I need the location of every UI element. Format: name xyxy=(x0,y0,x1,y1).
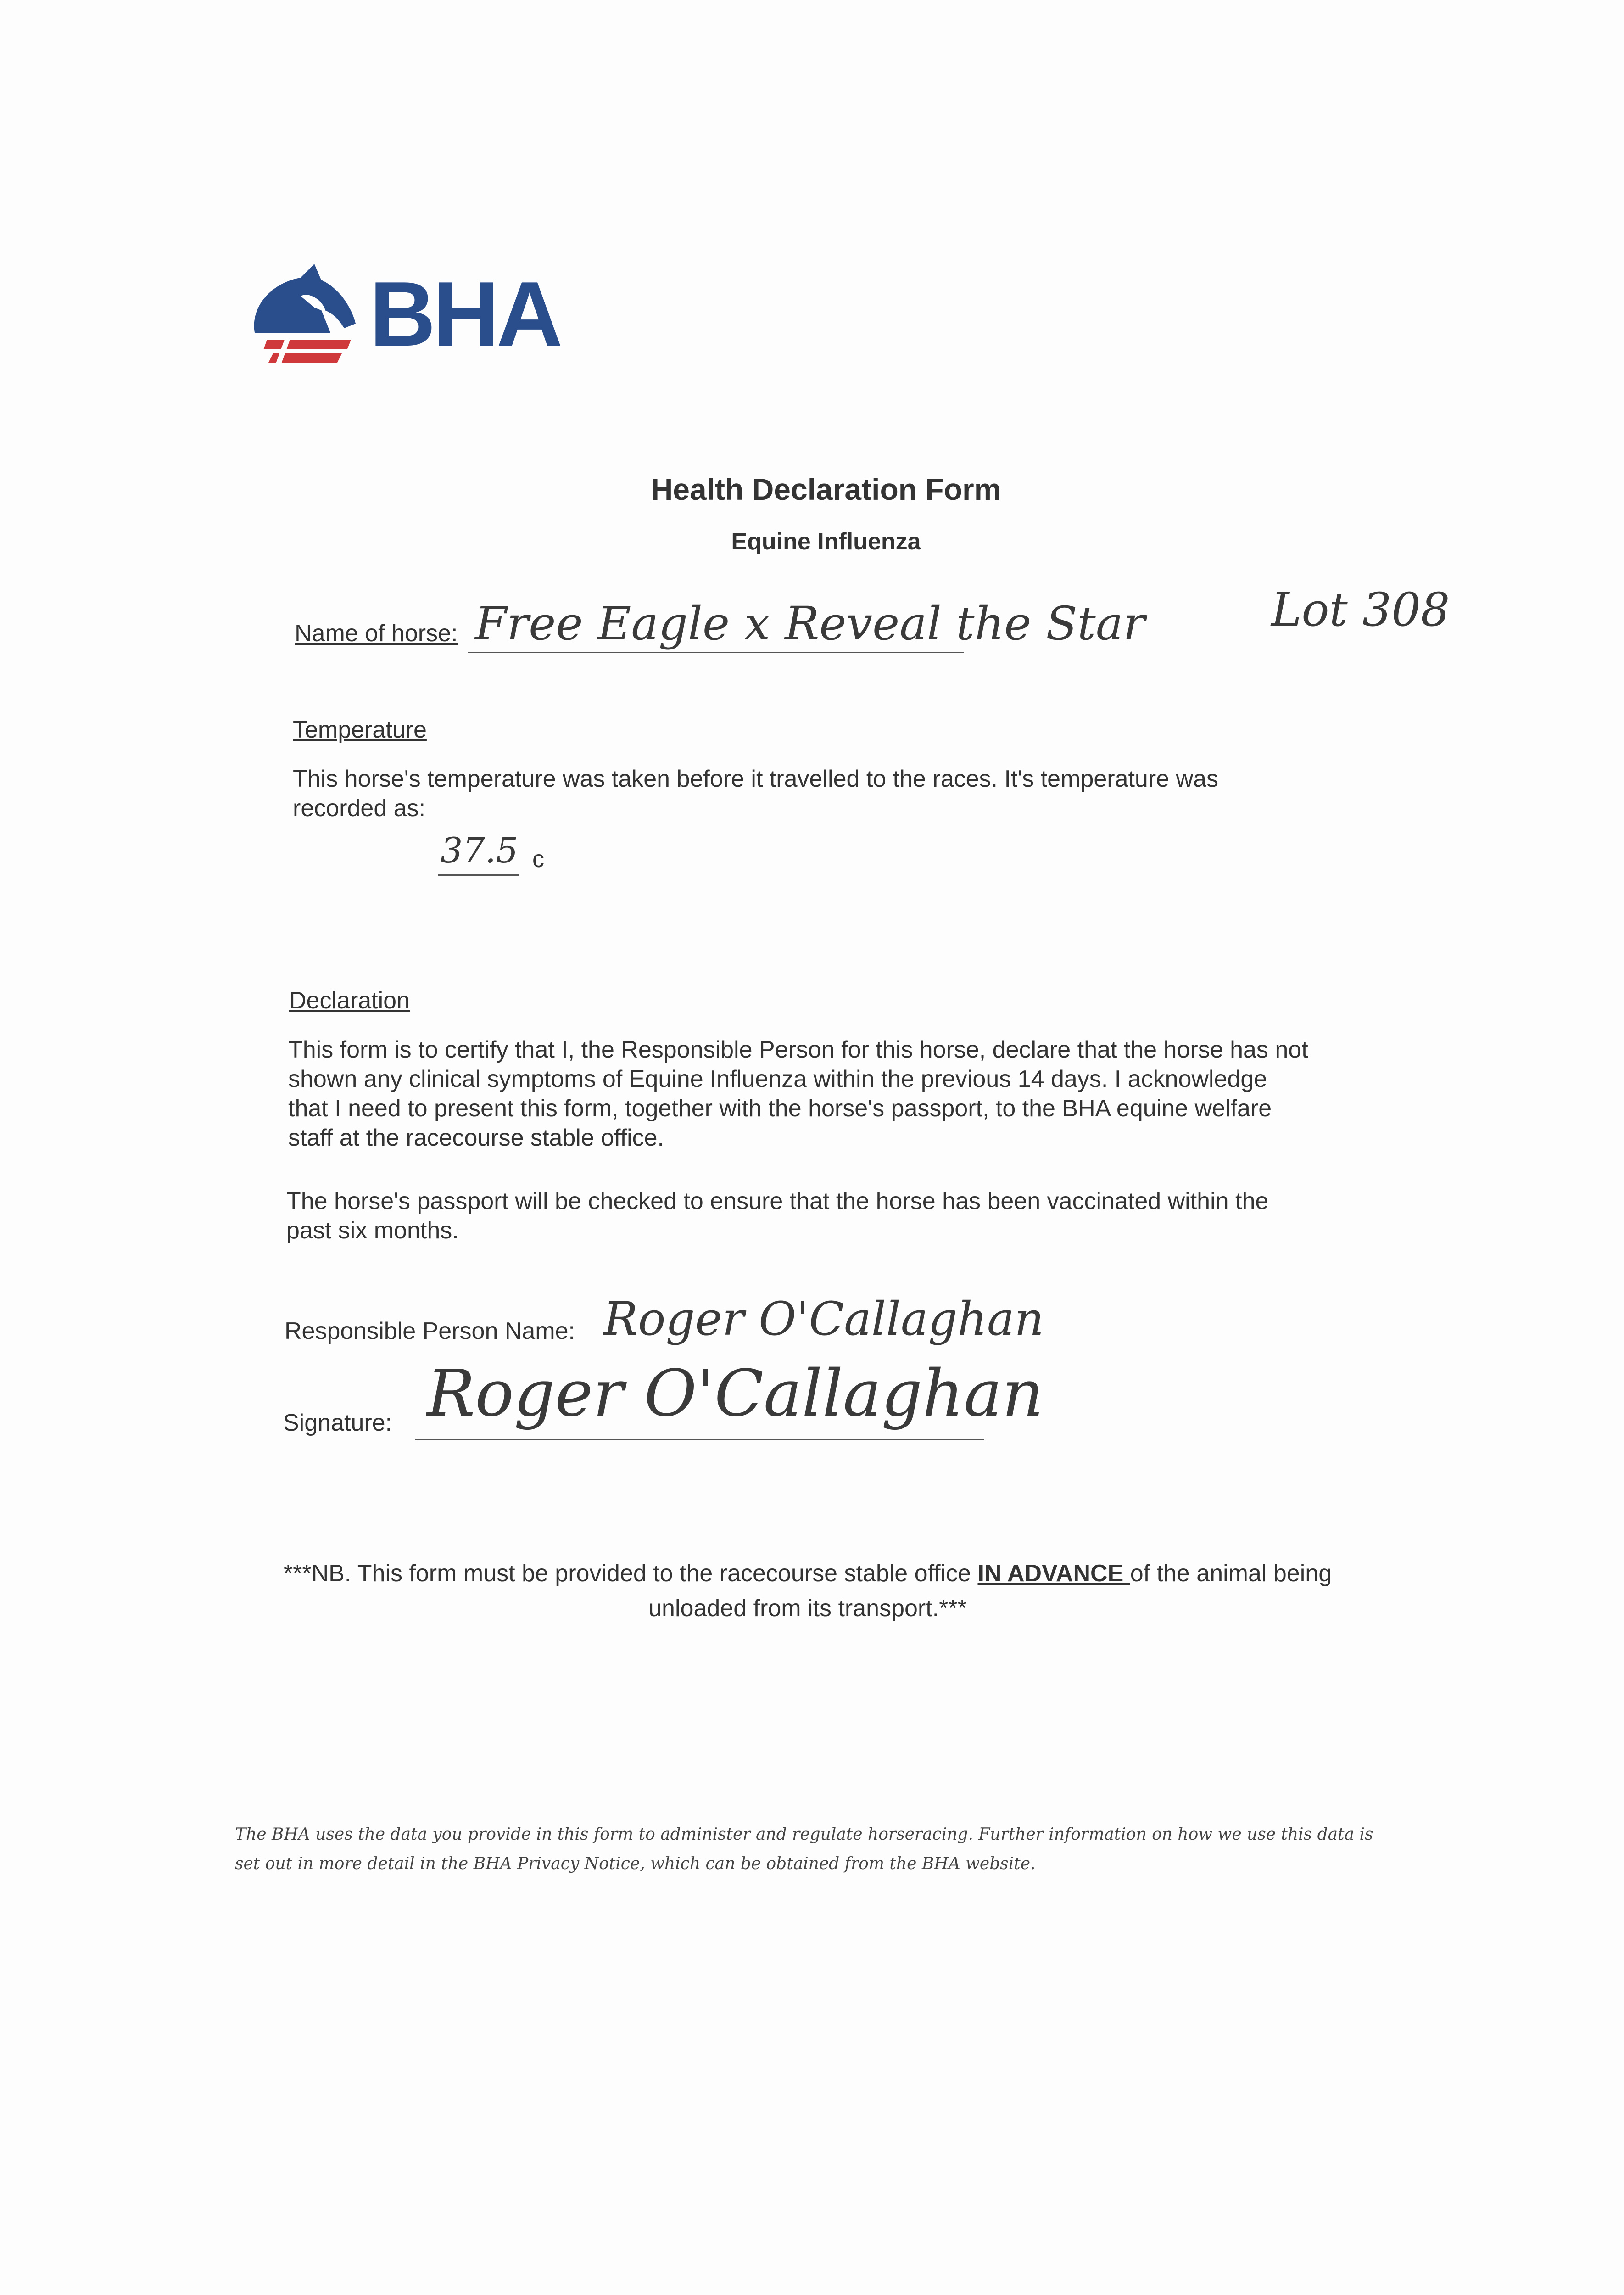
temperature-heading: Temperature xyxy=(293,716,427,743)
horse-head-icon xyxy=(246,264,365,374)
nb-emphasis: IN ADVANCE xyxy=(977,1560,1130,1587)
bha-logo xyxy=(246,259,560,379)
responsible-person-label: Responsible Person Name: xyxy=(285,1318,575,1344)
declaration-heading: Declaration xyxy=(289,987,410,1014)
form-subtitle: Equine Influenza xyxy=(731,528,921,555)
privacy-footer: The BHA uses the data you provide in this form to administer and regulate horseracing. Further information on how we use this data is set out in more detail in the BHA Privacy Notice, which can be obtained from the BHA website. xyxy=(235,1825,1373,1873)
declaration-paragraph-2: The horse's passport will be checked to ensure that the horse has been vaccinated within the past six months. xyxy=(286,1188,1269,1244)
form-title: Health Declaration Form xyxy=(651,472,1001,506)
temperature-unit: c xyxy=(532,846,544,873)
nb-text-before: ***NB. This form must be provided to the racecourse stable office xyxy=(283,1560,978,1587)
signature-label: Signature: xyxy=(283,1410,392,1436)
nb-text-after: of the animal being unloaded from its transport.*** xyxy=(648,1560,1332,1622)
declaration-paragraph-1: This form is to certify that I, the Responsible Person for this horse, declare that the horse has not shown any clinical symptoms of Equine Influenza within the previous 14 days. I acknowledge that I need to present this form, together with the horse's passport, to the BHA equine welfare staff at the racecourse stable office. xyxy=(288,1036,1308,1151)
horse-name-label: Name of horse: xyxy=(295,620,458,647)
nb-notice xyxy=(257,1556,1358,1626)
temperature-text: This horse's temperature was taken before it travelled to the races. It's temperature was recorded as: xyxy=(293,766,1219,822)
lot-value[interactable]: Lot 308 xyxy=(1271,583,1450,637)
responsible-person-value[interactable]: Roger O'Callaghan xyxy=(603,1292,1044,1346)
signature-value[interactable]: Roger O'Callaghan xyxy=(427,1356,1044,1431)
logo-text: BHA xyxy=(369,263,560,365)
temperature-value[interactable]: 37.5 xyxy=(441,830,519,871)
horse-name-value[interactable]: Free Eagle x Reveal the Star xyxy=(475,597,1145,650)
